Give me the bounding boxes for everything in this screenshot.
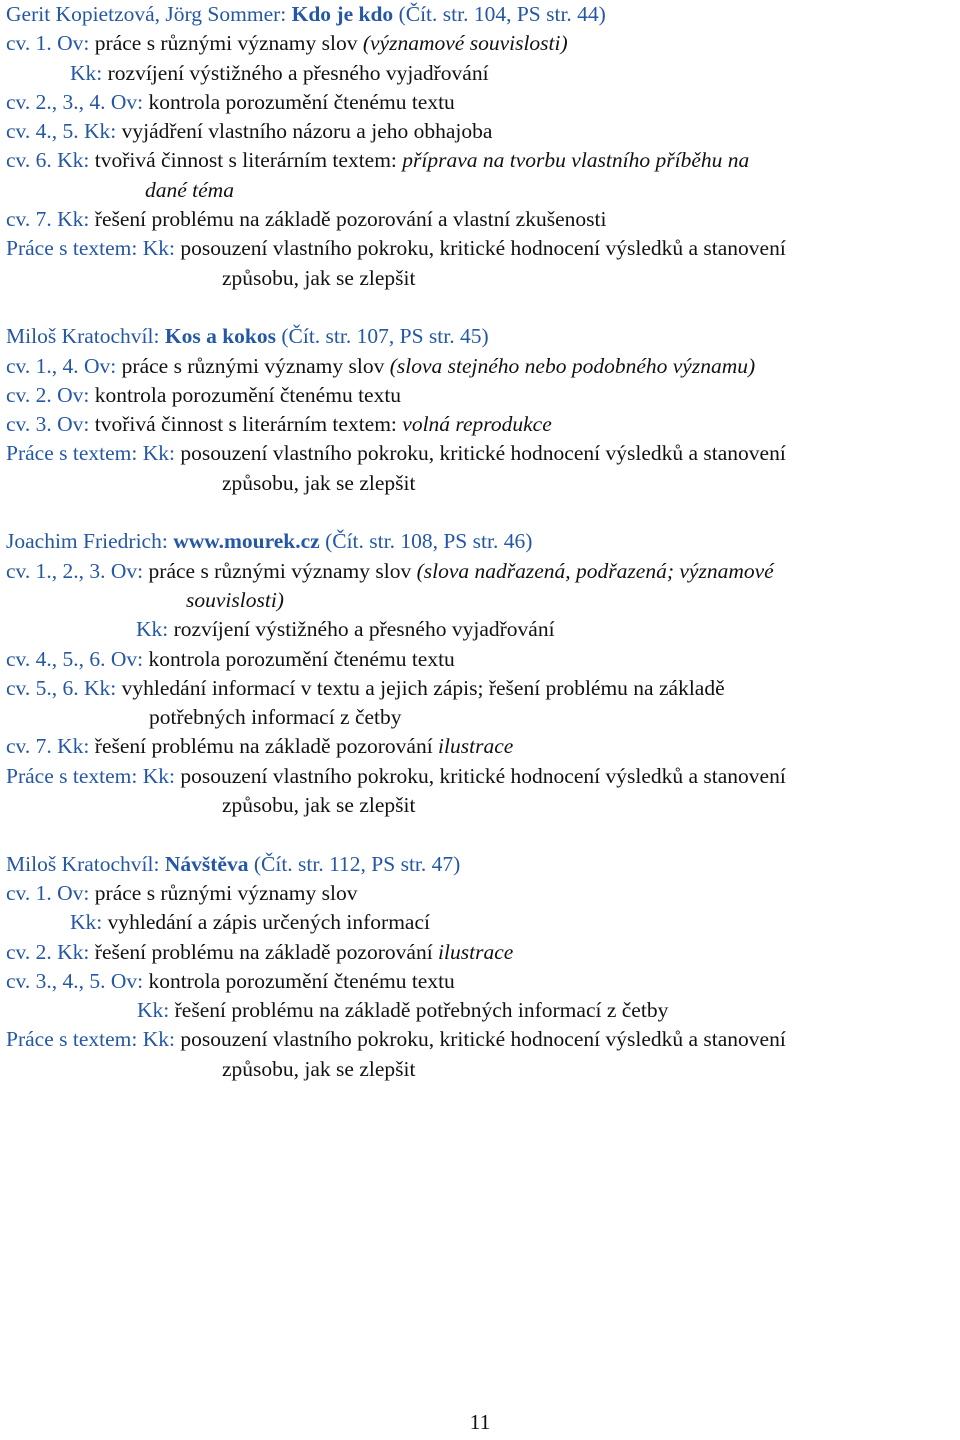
exercise-text: volná reprodukce [402, 412, 552, 437]
exercise-text: posouzení vlastního pokroku, kritické hodnocení výsledků a stanovení [180, 763, 786, 788]
section-gap [6, 498, 956, 527]
text-line [6, 967, 956, 996]
exercise-text: příprava na tvorbu vlastního příběhu na [402, 148, 750, 173]
exercise-text: vyjádření vlastního názoru a jeho obhajoba [121, 119, 493, 144]
exercise-label: cv. 1. Ov: [6, 31, 95, 56]
exercise-label: cv. 4., 5. Kk: [6, 119, 122, 144]
reading-section [6, 527, 956, 820]
text-line [6, 615, 956, 644]
exercise-text: práce s různými významy slov [94, 880, 358, 905]
exercise-label: Miloš Kratochvíl: [6, 851, 165, 876]
text-line [6, 29, 956, 58]
section-heading-line [6, 850, 956, 879]
text-line [6, 703, 956, 732]
exercise-label: cv. 5., 6. Kk: [6, 675, 122, 700]
text-line [6, 381, 956, 410]
story-title: www.mourek.cz [173, 529, 320, 554]
text-line [6, 176, 956, 205]
text-line [6, 557, 956, 586]
reading-section [6, 850, 956, 1084]
exercise-label: Práce s textem: Kk: [6, 441, 181, 466]
exercise-text: kontrola porozumění čtenému textu [148, 89, 455, 114]
exercise-text: (významové souvislosti) [362, 31, 568, 56]
exercise-label: Práce s textem: Kk: [6, 763, 181, 788]
exercise-text: ilustrace [438, 939, 514, 964]
text-line [6, 146, 956, 175]
text-line [6, 645, 956, 674]
exercise-text: posouzení vlastního pokroku, kritické hodnocení výsledků a stanovení [180, 1027, 786, 1052]
exercise-label: (Čít. str. 108, PS str. 46) [319, 529, 533, 554]
text-line [6, 1055, 956, 1084]
exercise-text: ilustrace [438, 734, 514, 759]
exercise-text: řešení problému na základě pozorování [94, 734, 439, 759]
exercise-text: práce s různými významy slov [121, 353, 390, 378]
section-heading-line [6, 0, 956, 29]
text-line [6, 117, 956, 146]
exercise-label: Kk: [70, 60, 108, 85]
text-line [6, 59, 956, 88]
exercise-label: cv. 7. Kk: [6, 207, 95, 232]
exercise-text: způsobu, jak se zlepšit [222, 793, 416, 818]
exercise-label: Joachim Friedrich: [6, 529, 174, 554]
exercise-label: Kk: [136, 617, 174, 642]
exercise-text: způsobu, jak se zlepšit [222, 1056, 416, 1081]
exercise-text: práce s různými významy slov [94, 31, 363, 56]
exercise-text: vyhledání informací v textu a jejich zápis; řešení problému na základě [121, 675, 725, 700]
exercise-text: řešení problému na základě pozorování a vlastní zkušenosti [94, 207, 607, 232]
exercise-label: cv. 7. Kk: [6, 734, 95, 759]
exercise-text: (slova stejného nebo podobného významu) [389, 353, 756, 378]
text-line [6, 469, 956, 498]
story-title: Kdo je kdo [291, 2, 394, 26]
text-line [6, 674, 956, 703]
exercise-label: cv. 2. Ov: [6, 382, 95, 407]
story-title: Kos a kokos [164, 324, 276, 349]
exercise-label: Kk: [137, 998, 175, 1023]
text-line [6, 410, 956, 439]
exercise-text: práce s různými významy slov [148, 558, 417, 583]
exercise-text: kontrola porozumění čtenému textu [148, 646, 455, 671]
document-page [6, 0, 956, 1084]
exercise-text: způsobu, jak se zlepšit [222, 265, 416, 290]
exercise-label: cv. 1., 2., 3. Ov: [6, 558, 149, 583]
exercise-label: cv. 3. Ov: [6, 412, 95, 437]
exercise-text: tvořivá činnost s literárním textem: [94, 412, 403, 437]
exercise-text: posouzení vlastního pokroku, kritické hodnocení výsledků a stanovení [180, 441, 786, 466]
exercise-label: cv. 6. Kk: [6, 148, 95, 173]
exercise-text: tvořivá činnost s literárním textem: [94, 148, 403, 173]
text-line [6, 1025, 956, 1054]
exercise-text: posouzení vlastního pokroku, kritické hodnocení výsledků a stanovení [180, 236, 786, 261]
section-heading-line [6, 527, 956, 556]
exercise-text: řešení problému na základě pozorování [94, 939, 439, 964]
exercise-label: Gerit Kopietzová, Jörg Sommer: [6, 2, 292, 26]
exercise-label: Práce s textem: Kk: [6, 236, 181, 261]
exercise-label: Miloš Kratochvíl: [6, 324, 165, 349]
text-line [6, 352, 956, 381]
text-line [6, 205, 956, 234]
exercise-text: dané téma [145, 177, 234, 202]
exercise-text: kontrola porozumění čtenému textu [94, 382, 402, 407]
exercise-text: způsobu, jak se zlepšit [222, 470, 416, 495]
reading-section [6, 0, 956, 293]
story-title: Návštěva [164, 851, 249, 876]
exercise-label: Kk: [70, 910, 108, 935]
text-line [6, 586, 956, 615]
reading-section [6, 322, 956, 498]
text-line [6, 88, 956, 117]
section-gap [6, 293, 956, 322]
text-line [6, 762, 956, 791]
text-line [6, 234, 956, 263]
exercise-text: řešení problému na základě potřebných informací z četby [174, 998, 669, 1023]
exercise-label: (Čít. str. 112, PS str. 47) [248, 851, 461, 876]
exercise-label: (Čít. str. 107, PS str. 45) [275, 324, 489, 349]
exercise-text: (slova nadřazená, podřazená; významové [416, 558, 774, 583]
text-line [6, 938, 956, 967]
text-line [6, 264, 956, 293]
exercise-text: potřebných informací z četby [149, 705, 402, 730]
text-line [6, 908, 956, 937]
exercise-label: Práce s textem: Kk: [6, 1027, 181, 1052]
text-line [6, 996, 956, 1025]
text-line [6, 879, 956, 908]
exercise-label: cv. 2., 3., 4. Ov: [6, 89, 149, 114]
document-content [6, 0, 956, 1084]
text-line [6, 791, 956, 820]
section-heading-line [6, 322, 956, 351]
exercise-label: cv. 3., 4., 5. Ov: [6, 968, 149, 993]
exercise-label: cv. 2. Kk: [6, 939, 95, 964]
exercise-text: kontrola porozumění čtenému textu [148, 968, 455, 993]
exercise-text: souvislosti) [186, 587, 284, 612]
exercise-text: rozvíjení výstižného a přesného vyjadřování [107, 60, 489, 85]
text-line [6, 732, 956, 761]
exercise-label: cv. 4., 5., 6. Ov: [6, 646, 149, 671]
exercise-text: rozvíjení výstižného a přesného vyjadřování [173, 617, 555, 642]
exercise-text: vyhledání a zápis určených informací [107, 910, 430, 935]
exercise-label: (Čít. str. 104, PS str. 44) [393, 2, 606, 26]
exercise-label: cv. 1. Ov: [6, 880, 95, 905]
exercise-label: cv. 1., 4. Ov: [6, 353, 122, 378]
section-gap [6, 820, 956, 849]
page-number: 11 [469, 1410, 491, 1434]
text-line [6, 439, 956, 468]
